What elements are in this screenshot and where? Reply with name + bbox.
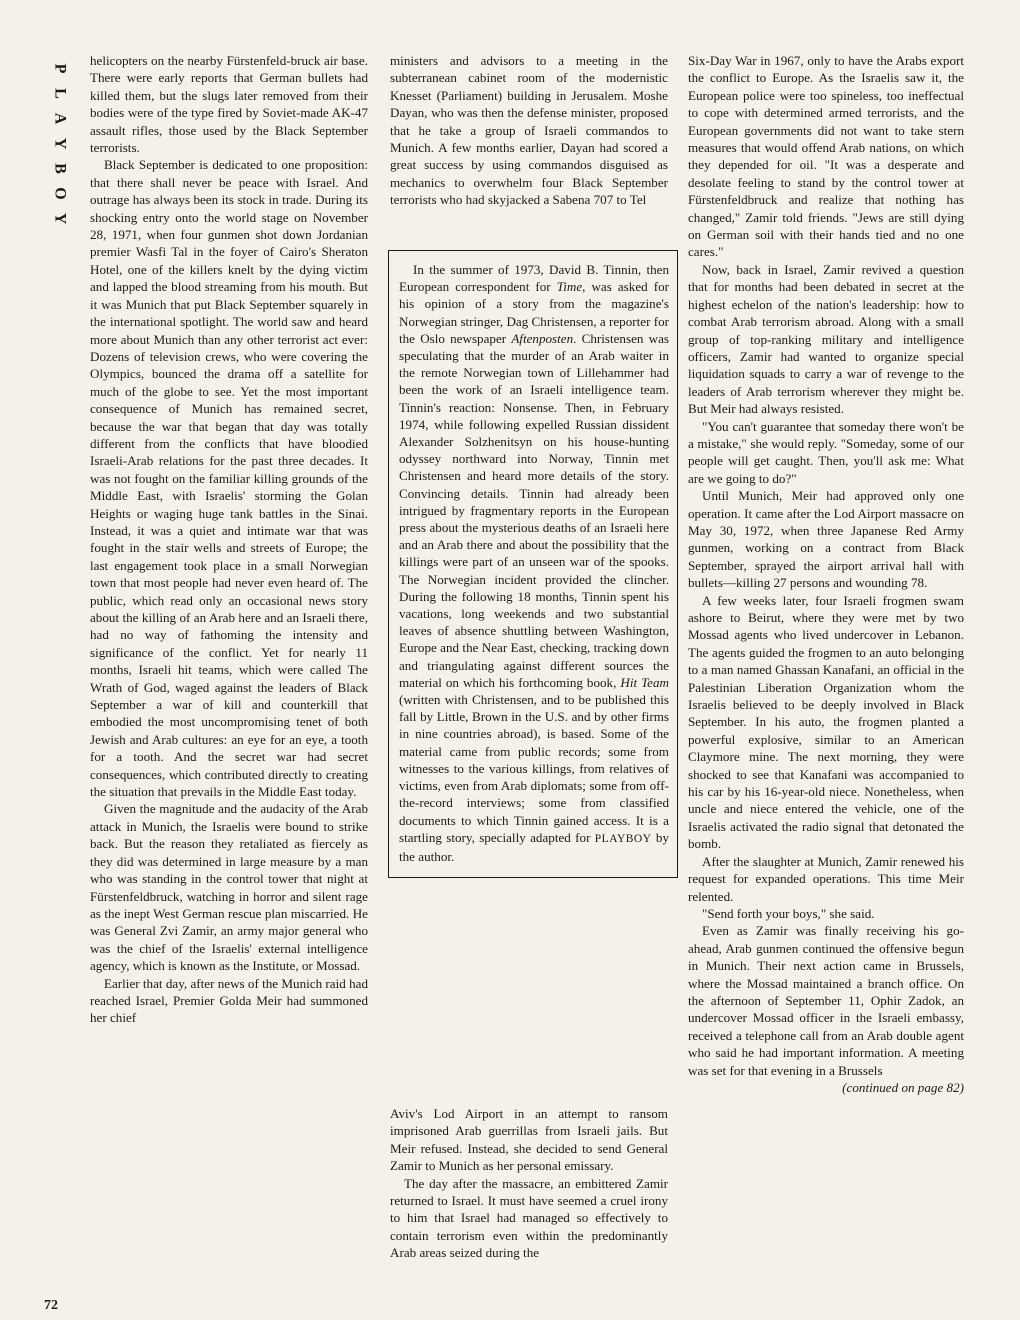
paragraph: Given the magnitude and the audacity of the Arab attack in Munich, the Israelis were bound to strike back. But the reason they retaliated as fiercely as they did was determined in large measure by a man who was standing in the control tower that night at Fürstenfeldbruck, watching in horror and silent rage as the inept West German rescue plan miscarried. He was General Zvi Zamir, an army major general who was the chief of the Israelis' external intelligence agency, which is known as the Institute, or Mossad. (90, 801, 368, 974)
paragraph: Black September is dedicated to one proposition: that there shall never be peace with Israel. And outrage has always been its stock in trade. During its shocking entry onto the world stage on November 28, 1971, when four gunmen shot down Jordanian premier Wasfi Tal in the foyer of Cairo's Sheraton Hotel, one of the killers knelt by the dying victim and lapped the blood streaming from his mouth. But it was Munich that put Black September squarely in the international spotlight. The world saw and heard more about Munich than any other terrorist act ever: Dozens of television crews, who were covering the Olympics, bounced the drama off a satellite for much of the globe to see. Yet the most important consequence of Munich has remained secret, because the war that began that day was totally different from the conflicts that have bloodied Israeli-Arab relations for the past three decades. It was not fought on the familiar killing grounds of the Middle East, with Israelis' storming the Golan Heights or waging huge tank battles in the Sinai. Instead, it was a quiet and intimate war that was fought in the stair wells and streets of Europe; the last engagement took place in a small Norwegian town that most people had never even heard of. The public, which read only an occasional news story about the killing of an Arab here and an Israeli there, had no way of fathoming the intensity and significance of the conflict. Yet for nearly 11 months, Israeli hit teams, which were called The Wrath of God, waged against the leaders of Black September a war of kill and counterkill that embodied the most uncompromising tenet of both Jewish and Arab cultures: an eye for an eye, a tooth for a tooth. And the secret war had secret consequences, which contributed directly to creating the situation that prevails in the Middle East today. (90, 157, 368, 800)
sidebar-text: , was asked for his opinion of a story from the magazine's Norwegian stringer, Dag Christensen, a reporter for the Oslo newspaper (399, 279, 669, 346)
article-column-2-bottom (390, 1105, 668, 1262)
newspaper-title: Aftenposten (511, 330, 574, 346)
article-column-3 (688, 52, 964, 1096)
paragraph: "You can't guarantee that someday there won't be a mistake," she would reply. "Someday, some of our people will get caught. Then, you'll ask me: What are we going to do?" (688, 418, 964, 486)
paragraph: Six-Day War in 1967, only to have the Arabs export the conflict to Europe. As the Israelis saw it, the European police were too spineless, too ineffectual to cope with determined armed terrorists, and the European governments did not want to take stern measures that would offend Arab nations, on which they depended for oil. "It was a desperate and desolate feeling to stand by the control tower at Fürstenfeldbruck and realize that nothing has changed," Zamir told friends. "Jews are still dying on German soil with their hands tied and no one cares." (688, 53, 964, 260)
author-sidebar-box (388, 250, 678, 878)
sidebar-text: . Christensen was speculating that the murder of an Arab waiter in the remote Norwegian town of Lillehammer had been the work of an Israeli intelligence team. Tinnin's reaction: Nonsense. Then, in February 1974, while following expelled Russian dissident Alexander Solzhenitsyn on his house-hunting odyssey northward into Norway, Tinnin met Christensen and heard more details of the story. Convincing details. Tinnin had already been intrigued by fragmentary reports in the European press about the mysterious deaths of an Israeli here and an Arab there and about the possibility that the killings were part of an unseen war of the spooks. The Norwegian incident provided the clincher. During the following 18 months, Tinnin spent his vacations, long weekends and two substantial leaves of absence shuttling between Washington, Europe and the Near East, checking, tracking down and triangulating against different sources the material on which his forthcoming book, (399, 330, 669, 690)
masthead-letter-l: L (51, 88, 69, 99)
masthead-letter-b: B (51, 163, 69, 174)
paragraph: After the slaughter at Munich, Zamir renewed his request for expanded operations. This time Meir relented. (688, 853, 964, 904)
article-column-2-top (390, 52, 668, 209)
book-title: Hit Team (620, 674, 669, 690)
sidebar-text: (written with Christensen, and to be published this fall by Little, Brown in the U.S. and by other firms in nine countries abroad), is based. Some of the material came from public records; some from witnesses to the various killings, from relatives of victims, even from Arab diplomats; some from off-the-record interviews; some from classified documents to which Tinnin gained access. It is a startling story, specially adapted for (399, 692, 669, 845)
masthead-letter-y2: Y (51, 212, 69, 225)
paragraph: Even as Zamir was finally receiving his go-ahead, Arab gunmen continued the offensive begun in Munich. Their next action came in Brussels, where the Mossad maintained a branch office. On the afternoon of September 11, Ophir Zadok, an undercover Mossad officer in the Israeli embassy, received a telephone call from an Arab double agent who said he had important information. A meeting was set for that evening in a Brussels (688, 923, 964, 1078)
sidebar-text: In the summer of 1973, David B. Tinnin, then European correspondent for (399, 262, 669, 295)
paragraph: Earlier that day, after news of the Munich raid had reached Israel, Premier Golda Meir had summoned her chief (90, 975, 368, 1026)
sidebar-text: by the author. (399, 829, 669, 864)
page-number: 72 (44, 1298, 58, 1313)
playboy-smallcaps: PLAYBOY (594, 832, 652, 845)
paragraph: Until Munich, Meir had approved only one operation. It came after the Lod Airport massacre on May 30, 1972, when three Japanese Red Army gunmen, working on a contract from Black September, sprayed the airport arrival hall with bullets—killing 27 persons and wounding 78. (688, 488, 964, 591)
masthead-letter-y: Y (51, 137, 69, 150)
masthead-letter-o: O (51, 187, 69, 200)
paragraph: "Send forth your boys," she said. (702, 905, 875, 921)
paragraph: ministers and advisors to a meeting in the subterranean cabinet room of the modernistic Knesset (Parliament) building in Jerusalem. Moshe Dayan, who was then the defense minister, proposed that he take a group of Israeli commandos to Munich. A few months earlier, Dayan had scored a great success by using commandos disguised as mechanics to overwhelm four Black September terrorists who had skyjacked a Sabena 707 to Tel (390, 53, 668, 208)
masthead-vertical (44, 56, 76, 231)
article-column-1 (90, 52, 368, 1027)
paragraph: Aviv's Lod Airport in an attempt to ransom imprisoned Arab guerrillas from Israeli jails. But Meir refused. Instead, she decided to send General Zamir to Munich as her personal emissary. (390, 1106, 668, 1174)
paragraph: A few weeks later, four Israeli frogmen swam ashore to Beirut, where they were met by two Mossad agents who lived undercover in Lebanon. The agents guided the frogmen to an auto belonging to a man named Ghassan Kanafani, an official in the Palestinian Liberation Organization whom the Israelis believed to be deeply involved in Black September. In his auto, the frogmen planted a powerful explosive, similar to an American Claymore mine. The next morning, they were shocked to see that Kanafani was accompanied to his car by his 16-year-old niece. Nonetheless, when uncle and niece entered the vehicle, one of the Israelis activated the radio signal that detonated the bomb. (688, 592, 964, 852)
paragraph: Now, back in Israel, Zamir revived a question that for months had been debated in secret at the highest echelon of the nation's leadership: how to combat Arab terrorism abroad. Along with a small group of top-ranking military and intelligence officers, Zamir had wanted to organize special liquidation squads to carry a war of revenge to the leaders of Arab terrorism wherever they might be. But Meir had always resisted. (688, 261, 964, 417)
paragraph: The day after the massacre, an embittered Zamir returned to Israel. It must have seemed a cruel irony to him that Israel had managed so effectively to contain terrorism even within the predominantly Arab areas seized during the (390, 1175, 668, 1261)
magazine-title: Time (556, 279, 583, 295)
masthead-letter-p: P (51, 63, 69, 74)
continued-note: (continued on page 82) (842, 1079, 964, 1095)
paragraph: helicopters on the nearby Fürstenfeld-bruck air base. There were early reports that German bullets had killed them, but the slugs later removed from their bodies were of the type fired by Soviet-made AK-47 assault rifles, those used by the Black September terrorists. (90, 53, 368, 156)
sidebar-paragraph (399, 261, 669, 865)
masthead-letter-a: A (51, 112, 69, 125)
